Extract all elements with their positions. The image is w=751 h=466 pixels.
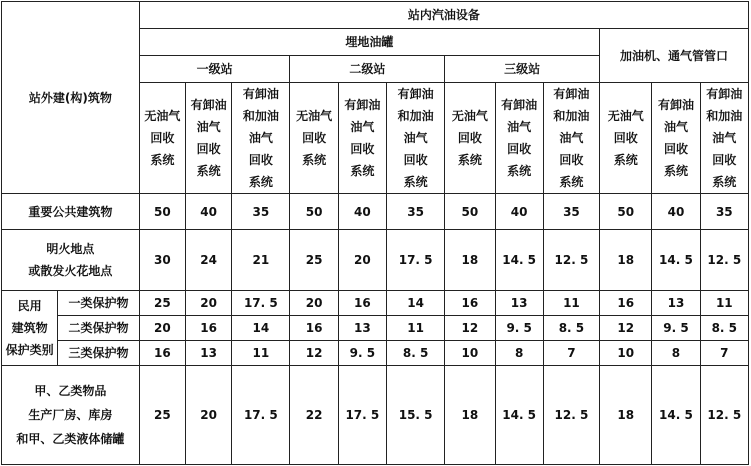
- table-cell: 35: [386, 194, 444, 230]
- table-cell: 15. 5: [386, 366, 444, 465]
- level-3-header: 三级站: [445, 56, 600, 83]
- table-cell: 18: [600, 366, 652, 465]
- table-cell: 20: [185, 291, 231, 316]
- table-cell: 50: [139, 194, 185, 230]
- table-cell: 40: [185, 194, 231, 230]
- table-cell: 13: [185, 341, 231, 366]
- sub-unload: 有卸油 油气 回收 系统: [652, 83, 700, 194]
- table-cell: 12. 5: [543, 230, 599, 291]
- table-cell: 10: [600, 341, 652, 366]
- table-cell: 17. 5: [338, 366, 386, 465]
- table-cell: 24: [185, 230, 231, 291]
- row-label: 一类保护物: [58, 291, 139, 316]
- table-cell: 12: [600, 316, 652, 341]
- table-cell: 20: [338, 230, 386, 291]
- table-cell: 11: [386, 316, 444, 341]
- table-cell: 50: [600, 194, 652, 230]
- table-cell: 8. 5: [386, 341, 444, 366]
- civil-group-label: 民用 建筑物 保护类别: [2, 291, 58, 366]
- table-cell: 18: [445, 230, 495, 291]
- table-cell: 14. 5: [495, 366, 543, 465]
- table-cell: 50: [290, 194, 338, 230]
- table-cell: 40: [652, 194, 700, 230]
- table-cell: 9. 5: [495, 316, 543, 341]
- table-cell: 8: [495, 341, 543, 366]
- table-cell: 11: [700, 291, 748, 316]
- sub-unload: 有卸油 油气 回收 系统: [338, 83, 386, 194]
- table-cell: 12. 5: [700, 366, 748, 465]
- dispenser-header: 加油机、通气管管口: [600, 29, 749, 83]
- table-cell: 16: [445, 291, 495, 316]
- table-cell: 25: [290, 230, 338, 291]
- table-cell: 25: [139, 366, 185, 465]
- row-label: 重要公共建筑物: [2, 194, 140, 230]
- table-cell: 14. 5: [652, 230, 700, 291]
- sub-both: 有卸油 和加油 油气 回收 系统: [232, 83, 290, 194]
- table-cell: 9. 5: [338, 341, 386, 366]
- table-cell: 35: [232, 194, 290, 230]
- table-cell: 11: [232, 341, 290, 366]
- sub-unload: 有卸油 油气 回收 系统: [495, 83, 543, 194]
- table-cell: 8. 5: [700, 316, 748, 341]
- sub-unload: 有卸油 油气 回收 系统: [185, 83, 231, 194]
- table-cell: 8: [652, 341, 700, 366]
- table-cell: 14. 5: [495, 230, 543, 291]
- table-cell: 16: [185, 316, 231, 341]
- table-cell: 14: [232, 316, 290, 341]
- table-cell: 17. 5: [232, 366, 290, 465]
- table-row: [2, 230, 749, 291]
- table-row: [2, 291, 749, 316]
- table-cell: 12. 5: [543, 366, 599, 465]
- table-cell: 35: [700, 194, 748, 230]
- table-cell: 10: [445, 341, 495, 366]
- row-label: 甲、乙类物品 生产厂房、库房 和甲、乙类液体储罐: [2, 366, 140, 465]
- table-cell: 16: [290, 316, 338, 341]
- table-cell: 22: [290, 366, 338, 465]
- table-cell: 8. 5: [543, 316, 599, 341]
- table-cell: 25: [139, 291, 185, 316]
- table-row: [2, 341, 749, 366]
- table-cell: 40: [495, 194, 543, 230]
- table-cell: 13: [338, 316, 386, 341]
- table-cell: 16: [139, 341, 185, 366]
- table-cell: 13: [495, 291, 543, 316]
- table-cell: 13: [652, 291, 700, 316]
- distance-table: [1, 1, 749, 465]
- sub-none: 无油气 回收 系统: [445, 83, 495, 194]
- table-cell: 18: [445, 366, 495, 465]
- row-label: 二类保护物: [58, 316, 139, 341]
- sub-none: 无油气 回收 系统: [139, 83, 185, 194]
- row-label: 三类保护物: [58, 341, 139, 366]
- table-cell: 17. 5: [386, 230, 444, 291]
- table-cell: 7: [543, 341, 599, 366]
- table-cell: 21: [232, 230, 290, 291]
- level-2-header: 二级站: [290, 56, 445, 83]
- level-1-header: 一级站: [139, 56, 290, 83]
- table-cell: 35: [543, 194, 599, 230]
- corner-header: 站外建(构)筑物: [2, 2, 140, 194]
- table-cell: 16: [338, 291, 386, 316]
- sub-both: 有卸油 和加油 油气 回收 系统: [700, 83, 748, 194]
- table-cell: 50: [445, 194, 495, 230]
- table-cell: 16: [600, 291, 652, 316]
- table-cell: 12: [290, 341, 338, 366]
- table-cell: 11: [543, 291, 599, 316]
- table-cell: 20: [290, 291, 338, 316]
- table-cell: 9. 5: [652, 316, 700, 341]
- table-cell: 30: [139, 230, 185, 291]
- table-cell: 40: [338, 194, 386, 230]
- sub-none: 无油气 回收 系统: [290, 83, 338, 194]
- table-row: [2, 366, 749, 465]
- station-equipment-header: 站内汽油设备: [139, 2, 748, 29]
- table-row: [2, 194, 749, 230]
- table-cell: 14. 5: [652, 366, 700, 465]
- sub-none: 无油气 回收 系统: [600, 83, 652, 194]
- table-cell: 17. 5: [232, 291, 290, 316]
- table-cell: 12. 5: [700, 230, 748, 291]
- sub-both: 有卸油 和加油 油气 回收 系统: [386, 83, 444, 194]
- table-cell: 7: [700, 341, 748, 366]
- table-cell: 12: [445, 316, 495, 341]
- table-row: [2, 316, 749, 341]
- table-cell: 14: [386, 291, 444, 316]
- sub-both: 有卸油 和加油 油气 回收 系统: [543, 83, 599, 194]
- buried-tank-header: 埋地油罐: [139, 29, 599, 56]
- table-cell: 20: [185, 366, 231, 465]
- row-label: 明火地点 或散发火花地点: [2, 230, 140, 291]
- table-cell: 20: [139, 316, 185, 341]
- table-cell: 18: [600, 230, 652, 291]
